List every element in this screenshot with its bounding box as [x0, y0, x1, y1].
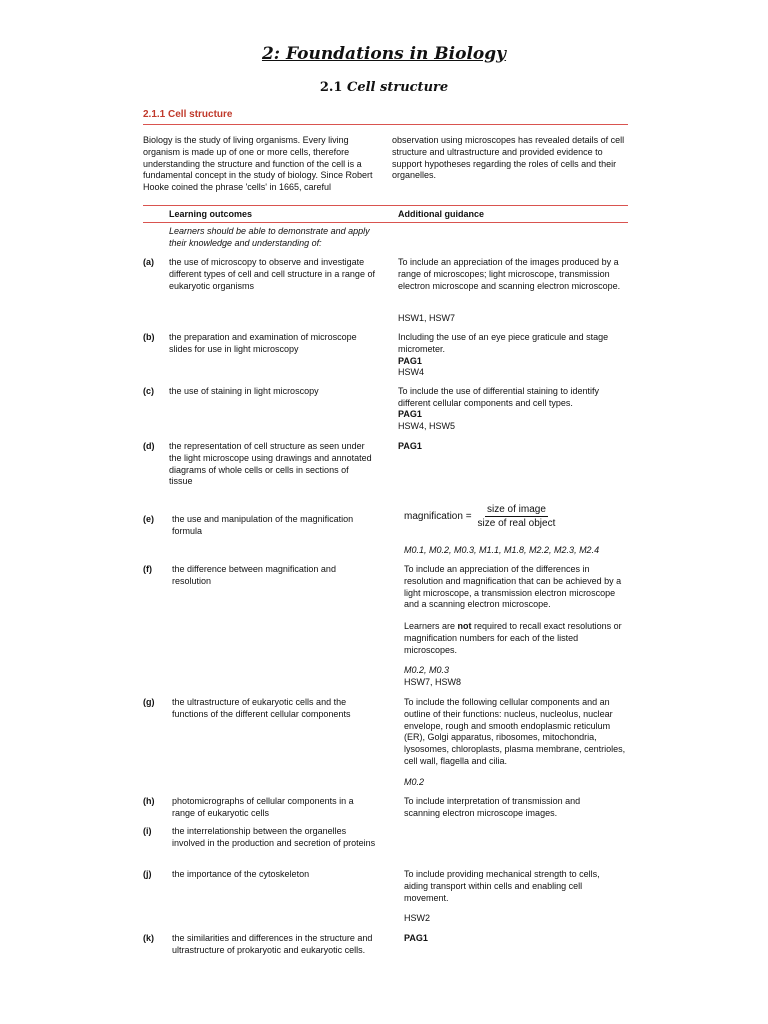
note-emphasis: not — [457, 621, 472, 631]
section-heading: 2.1.1 Cell structure — [143, 109, 233, 120]
skills-ref: HSW1, HSW7 — [398, 313, 456, 323]
guidance-text: To include interpretation of transmission and scanning electron microscope images. — [404, 796, 581, 818]
outcome-text: the interrelationship between the organelles involved in the production and secretion of proteins — [172, 826, 376, 848]
subtitle-text: Cell structure — [347, 80, 449, 95]
outcome-text: the ultrastructure of eukaryotic cells and the functions of the different cellular components — [172, 697, 351, 719]
formula-numerator: size of image — [487, 504, 546, 515]
note-post: required to recall exact resolutions or magnification numbers for each of the listed microscopes. — [404, 621, 622, 655]
row-label: (h) — [143, 796, 155, 806]
outcome-text: the use and manipulation of the magnification formula — [172, 514, 354, 536]
maths-ref: M0.1, M0.2, M0.3, M1.1, M1.8, M2.2, M2.3, M2.4 — [404, 545, 600, 555]
guidance-text: To include the use of differential staining to identify different cellular components and cell types. — [398, 386, 599, 408]
outcome-text: the importance of the cytoskeleton — [172, 869, 310, 879]
divider — [143, 124, 628, 125]
row-label: (c) — [143, 386, 154, 396]
formula-fraction — [476, 504, 558, 529]
maths-ref: M0.2 — [404, 777, 425, 787]
row-label: (a) — [143, 257, 154, 267]
magnification-formula — [404, 504, 557, 529]
guidance-text: To include providing mechanical strength to cells, aiding transport within cells and enabling cell movement. — [404, 869, 600, 903]
skills-ref: HSW4, HSW5 — [398, 421, 456, 431]
outcome-text: the similarities and differences in the structure and ultrastructure of prokaryotic and eukaryotic cells. — [172, 933, 373, 955]
formula-denominator: size of real object — [477, 518, 556, 529]
column-header-outcomes: Learning outcomes — [169, 209, 253, 219]
lead-in: Learners should be able to demonstrate and apply their knowledge and understanding of: — [169, 226, 370, 248]
outcome-text: photomicrographs of cellular components in a range of eukaryotic cells — [172, 796, 354, 818]
pag-ref: PAG1 — [398, 441, 422, 451]
row-label: (b) — [143, 332, 155, 342]
outcome-text: the use of microscopy to observe and investigate different types of cell and cell structure in a range of eukaryotic organisms — [169, 257, 375, 291]
divider — [143, 205, 628, 206]
pag-ref: PAG1 — [398, 356, 422, 366]
row-label: (f) — [143, 564, 152, 574]
formula-lhs: magnification = — [404, 511, 472, 522]
intro-left: Biology is the study of living organisms. Every living organism is made up of one or more cells, therefore understanding the structure and function of the cell is a fundamental concept in the study of biology. Since Robert Hooke coined the phrase 'cells' in 1665, careful — [143, 135, 373, 193]
guidance-text: Including the use of an eye piece graticule and stage micrometer. — [398, 332, 609, 354]
guidance-text: To include an appreciation of the differences in resolution and magnification that can be achieved by a light microscope, a transmission electron microscope and a scanning electron microscope. — [404, 564, 622, 610]
row-label: (i) — [143, 826, 152, 836]
outcome-text: the representation of cell structure as seen under the light microscope using drawings and annotated diagrams of whole cells or cells in sections of tissue — [169, 441, 372, 487]
row-label: (k) — [143, 933, 154, 943]
subtitle — [0, 80, 768, 95]
note-pre: Learners are — [404, 621, 458, 631]
row-label: (e) — [143, 514, 154, 524]
outcome-text: the difference between magnification and resolution — [172, 564, 336, 586]
skills-ref: HSW7, HSW8 — [404, 677, 462, 687]
intro-right: observation using microscopes has revealed details of cell structure and ultrastructure and provided evidence to support hypotheses regarding the roles of cells and their organelles. — [392, 135, 625, 181]
row-label: (d) — [143, 441, 155, 451]
skills-ref: HSW2 — [404, 913, 431, 923]
page-title: 2: Foundations in Biology — [261, 44, 507, 64]
outcome-text: the use of staining in light microscopy — [169, 386, 319, 396]
guidance-text: To include an appreciation of the images produced by a range of microscopes; light microscope, transmission electron microscope and scanning electron microscope. — [398, 257, 621, 291]
skills-ref: HSW4 — [398, 367, 425, 377]
divider — [143, 222, 628, 223]
outcome-text: the preparation and examination of microscope slides for use in light microscopy — [169, 332, 357, 354]
maths-ref: M0.2, M0.3 — [404, 665, 450, 675]
pag-ref: PAG1 — [398, 409, 422, 419]
column-header-guidance: Additional guidance — [398, 209, 485, 219]
pag-ref: PAG1 — [404, 933, 428, 943]
subtitle-number: 2.1 — [319, 80, 343, 95]
guidance-text: To include the following cellular components and an outline of their functions: nucleus, nucleolus, nuclear envelope, rough and smooth endoplasmic reticulum (ER), Golgi apparatus, ribosomes, mitochondria, lysosomes, chloroplasts, plasma membrane, centrioles, cell wall, flagella and cilia. — [404, 697, 626, 766]
row-label: (g) — [143, 697, 155, 707]
guidance-note — [404, 621, 629, 656]
row-label: (j) — [143, 869, 152, 879]
